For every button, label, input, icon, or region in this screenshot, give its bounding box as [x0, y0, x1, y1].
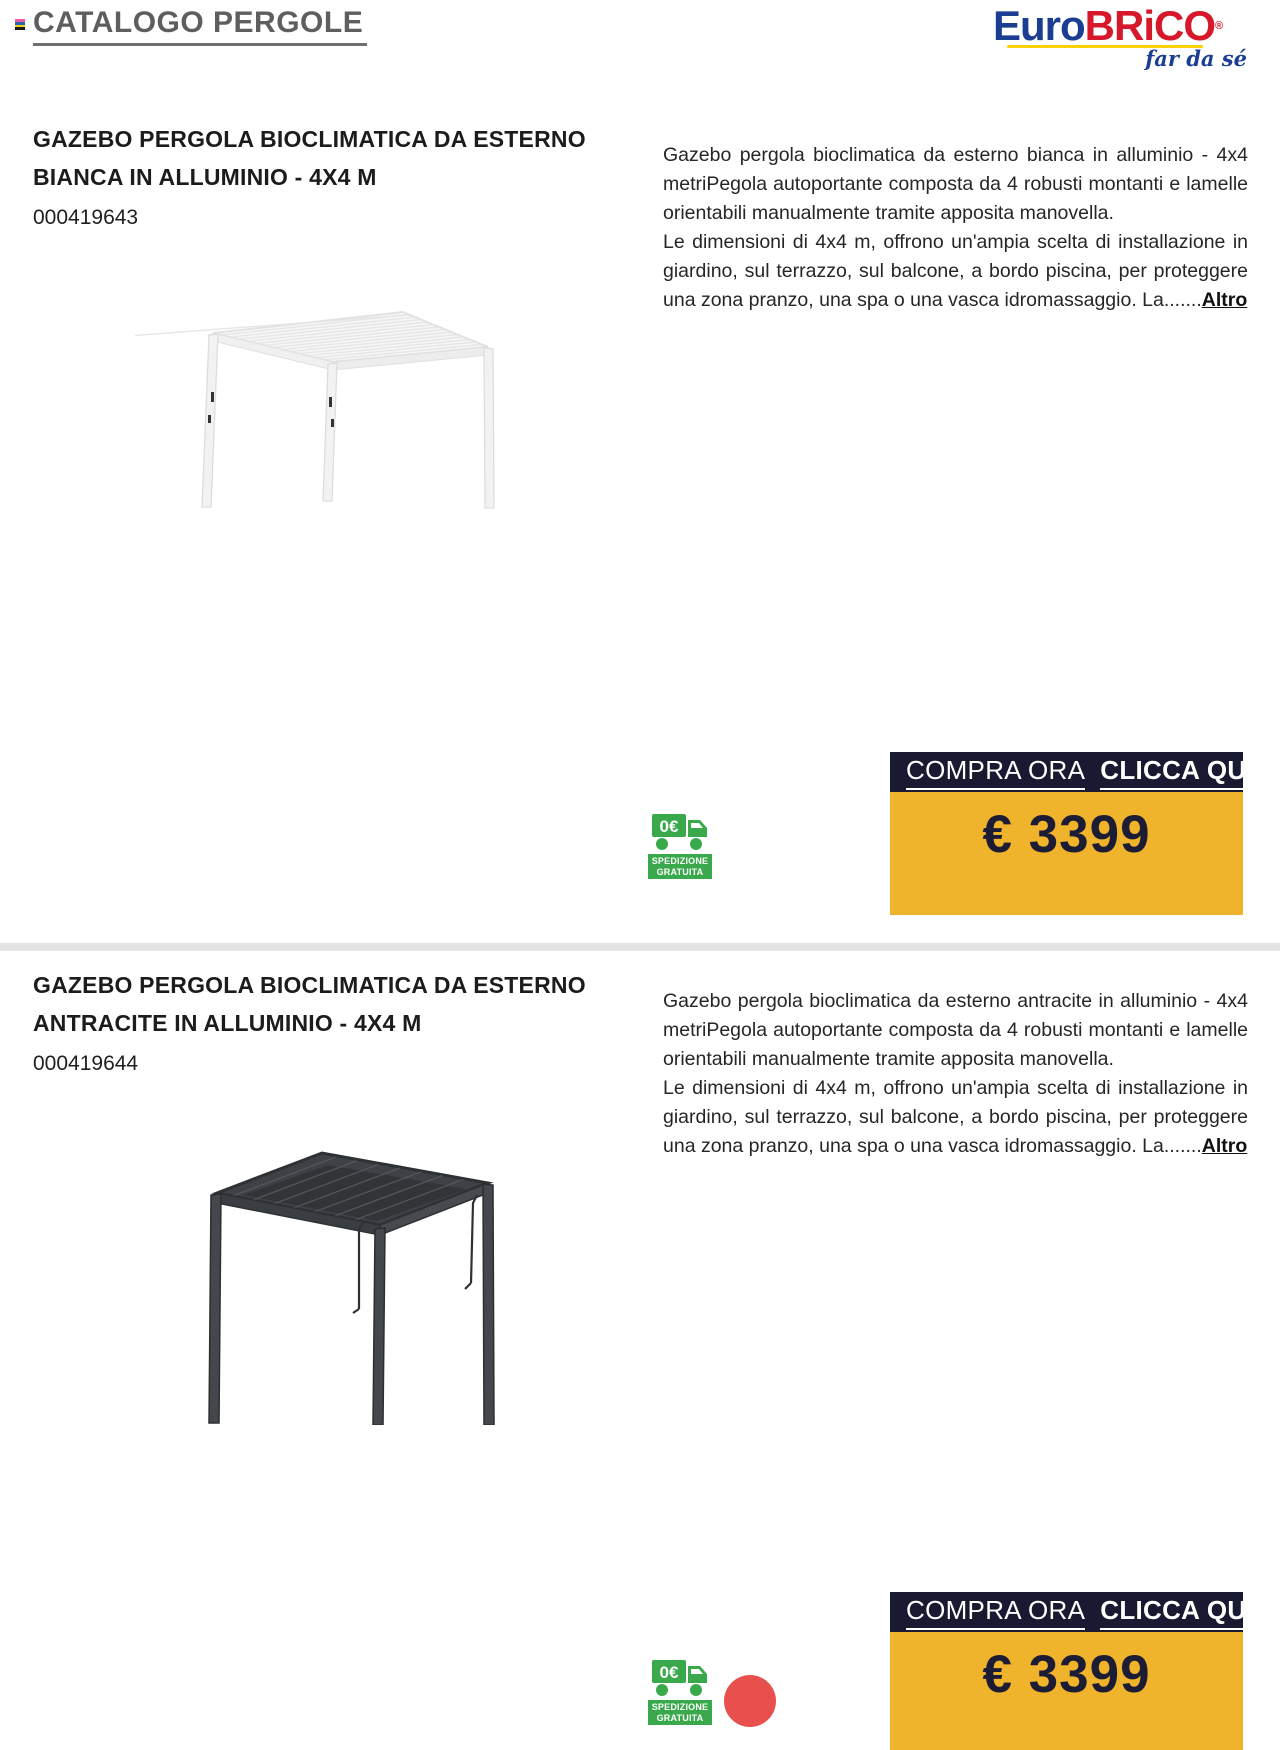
product1-code: 000419643: [33, 206, 139, 229]
product2-price-box: [890, 1632, 1243, 1750]
registered-mark: ®: [1215, 20, 1223, 32]
product1-more-link[interactable]: Altro: [1201, 289, 1248, 311]
product2-description: [663, 987, 1248, 1161]
product1-title: [33, 120, 593, 196]
section-divider: [0, 943, 1280, 951]
product2-title: [33, 966, 593, 1042]
product1-free-shipping-badge: [648, 813, 712, 879]
svg-text:0€: 0€: [659, 817, 679, 836]
red-dot-marker: [724, 1675, 776, 1727]
eurobrico-logo: [993, 4, 1253, 71]
product2-free-shipping-badge: [648, 1659, 712, 1725]
free-shipping-truck-icon: [651, 813, 709, 851]
shipping-label-line1: SPEDIZIONE: [651, 856, 709, 866]
click-here-label[interactable]: CLICCA QUI: [1100, 755, 1254, 790]
logo-brico: BRiCO: [1084, 2, 1216, 49]
shipping-label-line2: GRATUITA: [656, 1712, 704, 1723]
product2-code: 000419644: [33, 1052, 139, 1075]
page-title: CATALOGO PERGOLE: [33, 6, 367, 46]
logo-tagline: far da sé: [1145, 46, 1247, 71]
shipping-label-line1: SPEDIZIONE: [651, 1702, 709, 1712]
product1-image-white-pergola: [135, 250, 505, 510]
free-shipping-label: [648, 1700, 712, 1725]
product2-title-line2: ANTRACITE IN ALLUMINIO - 4X4 M: [33, 1010, 422, 1036]
product1-price-box: [890, 792, 1243, 915]
product1-desc-p2: Le dimensioni di 4x4 m, offrono un'ampia scelta di installazione in giardino, sul terrazzo, sul balcone, a bordo piscina, per proteggere una zona pranzo, una spa o una vasca idromassaggio. La.......: [663, 231, 1248, 311]
buy-now-label[interactable]: COMPRA ORA: [906, 755, 1085, 790]
product1-buy-now-button[interactable]: [890, 752, 1254, 792]
product2-price-block: [890, 1592, 1254, 1750]
click-here-label[interactable]: CLICCA QUI: [1100, 1595, 1254, 1630]
product2-image-anthracite-pergola: [195, 1125, 565, 1425]
product1-description: [663, 141, 1248, 315]
logo-wordmark: [993, 4, 1253, 48]
product2-buy-now-button[interactable]: [890, 1592, 1254, 1632]
product1-title-line2: BIANCA IN ALLUMINIO - 4X4 M: [33, 164, 377, 190]
free-shipping-label: [648, 854, 712, 879]
product1-desc-p1: Gazebo pergola bioclimatica da esterno bianca in alluminio - 4x4 metriPegola autoportante composta da 4 robusti montanti e lamelle orientabili manualmente tramite apposita manovella.: [663, 144, 1248, 224]
product1-price-block: [890, 752, 1254, 915]
product2-price: € 3399: [982, 1645, 1151, 1704]
logo-euro: Euro: [993, 2, 1085, 49]
product2-desc-p2: Le dimensioni di 4x4 m, offrono un'ampia scelta di installazione in giardino, sul terrazzo, sul balcone, a bordo piscina, per proteggere una zona pranzo, una spa o una vasca idromassaggio. La.......: [663, 1077, 1248, 1157]
shipping-label-line2: GRATUITA: [656, 866, 704, 877]
product2-title-line1: GAZEBO PERGOLA BIOCLIMATICA DA ESTERNO: [33, 972, 586, 998]
product2-desc-p1: Gazebo pergola bioclimatica da esterno antracite in alluminio - 4x4 metriPegola autoportante composta da 4 robusti montanti e lamelle orientabili manualmente tramite apposita manovella.: [663, 990, 1248, 1070]
free-shipping-truck-icon: [651, 1659, 709, 1697]
svg-text:0€: 0€: [659, 1663, 679, 1682]
buy-now-label[interactable]: COMPRA ORA: [906, 1595, 1085, 1630]
product2-more-link[interactable]: Altro: [1201, 1135, 1248, 1157]
product1-price: € 3399: [982, 805, 1151, 864]
color-stripes-icon: [15, 19, 25, 30]
product1-title-line1: GAZEBO PERGOLA BIOCLIMATICA DA ESTERNO: [33, 126, 586, 152]
